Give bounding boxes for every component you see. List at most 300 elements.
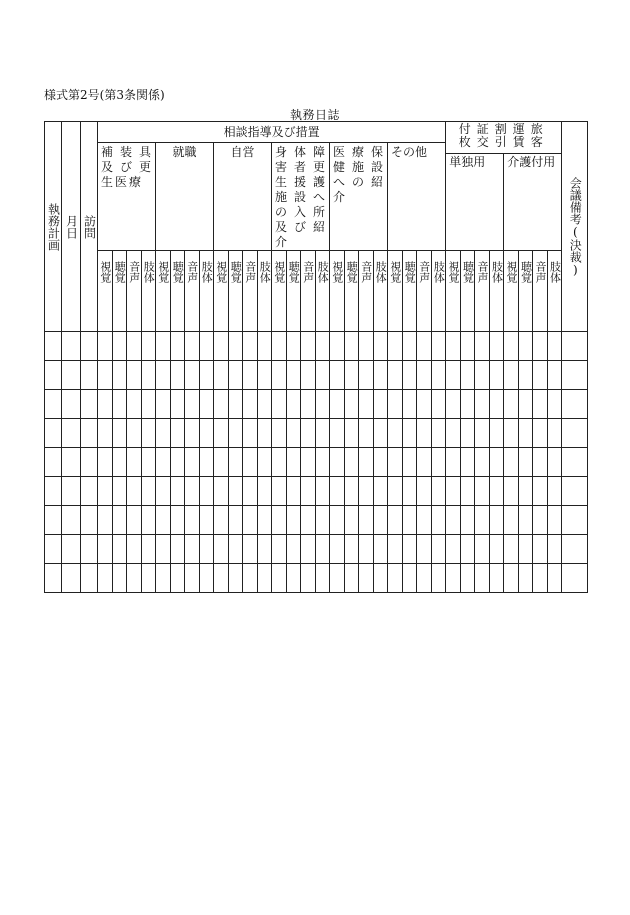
log-cell[interactable] [156, 419, 171, 448]
log-cell[interactable] [243, 564, 258, 593]
log-cell[interactable] [417, 390, 432, 419]
log-cell[interactable] [257, 332, 272, 361]
log-cell[interactable] [489, 390, 504, 419]
log-cell[interactable] [243, 448, 258, 477]
log-cell[interactable] [45, 477, 62, 506]
log-cell[interactable] [81, 448, 98, 477]
log-cell[interactable] [504, 506, 519, 535]
log-cell[interactable] [272, 390, 287, 419]
log-cell[interactable] [228, 506, 243, 535]
log-cell[interactable] [446, 419, 461, 448]
log-cell[interactable] [257, 477, 272, 506]
log-cell[interactable] [127, 506, 142, 535]
log-cell[interactable] [359, 419, 374, 448]
log-cell[interactable] [504, 535, 519, 564]
log-cell[interactable] [98, 506, 113, 535]
log-cell[interactable] [214, 419, 229, 448]
log-cell[interactable] [533, 390, 548, 419]
log-cell[interactable] [504, 448, 519, 477]
log-cell[interactable] [301, 477, 316, 506]
log-cell[interactable] [45, 361, 62, 390]
log-cell[interactable] [301, 390, 316, 419]
log-cell[interactable] [112, 332, 127, 361]
log-cell[interactable] [62, 419, 81, 448]
log-cell[interactable] [170, 535, 185, 564]
log-cell[interactable] [228, 535, 243, 564]
log-cell[interactable] [315, 448, 330, 477]
log-cell[interactable] [112, 361, 127, 390]
log-cell[interactable] [460, 506, 475, 535]
log-cell[interactable] [228, 477, 243, 506]
log-cell[interactable] [446, 448, 461, 477]
log-cell[interactable] [359, 477, 374, 506]
log-cell[interactable] [81, 535, 98, 564]
log-cell[interactable] [402, 361, 417, 390]
log-cell[interactable] [344, 477, 359, 506]
log-cell[interactable] [344, 506, 359, 535]
log-cell[interactable] [170, 419, 185, 448]
log-cell[interactable] [475, 535, 490, 564]
log-cell[interactable] [127, 332, 142, 361]
log-cell[interactable] [45, 535, 62, 564]
log-cell[interactable] [127, 390, 142, 419]
log-cell[interactable] [431, 390, 446, 419]
log-cell[interactable] [199, 332, 214, 361]
log-cell[interactable] [344, 419, 359, 448]
log-cell[interactable] [359, 361, 374, 390]
log-cell[interactable] [45, 390, 62, 419]
log-cell[interactable] [141, 332, 156, 361]
log-cell[interactable] [359, 506, 374, 535]
log-cell[interactable] [562, 361, 588, 390]
log-cell[interactable] [214, 564, 229, 593]
log-cell[interactable] [562, 332, 588, 361]
log-cell[interactable] [214, 390, 229, 419]
log-cell[interactable] [518, 390, 533, 419]
log-cell[interactable] [257, 361, 272, 390]
log-cell[interactable] [286, 419, 301, 448]
log-cell[interactable] [475, 361, 490, 390]
log-cell[interactable] [45, 506, 62, 535]
log-cell[interactable] [156, 506, 171, 535]
log-cell[interactable] [62, 332, 81, 361]
log-cell[interactable] [141, 361, 156, 390]
log-cell[interactable] [199, 361, 214, 390]
log-cell[interactable] [127, 361, 142, 390]
log-cell[interactable] [272, 448, 287, 477]
log-cell[interactable] [243, 361, 258, 390]
log-cell[interactable] [344, 448, 359, 477]
log-cell[interactable] [417, 564, 432, 593]
log-cell[interactable] [489, 535, 504, 564]
log-cell[interactable] [489, 477, 504, 506]
log-cell[interactable] [228, 390, 243, 419]
log-cell[interactable] [286, 448, 301, 477]
log-cell[interactable] [272, 535, 287, 564]
log-cell[interactable] [344, 361, 359, 390]
log-cell[interactable] [417, 419, 432, 448]
log-cell[interactable] [504, 477, 519, 506]
log-cell[interactable] [489, 361, 504, 390]
log-cell[interactable] [547, 535, 562, 564]
log-cell[interactable] [475, 477, 490, 506]
log-cell[interactable] [81, 390, 98, 419]
log-cell[interactable] [359, 390, 374, 419]
log-cell[interactable] [228, 361, 243, 390]
log-cell[interactable] [228, 419, 243, 448]
log-cell[interactable] [518, 419, 533, 448]
log-cell[interactable] [127, 477, 142, 506]
log-cell[interactable] [402, 419, 417, 448]
log-cell[interactable] [81, 332, 98, 361]
log-cell[interactable] [315, 564, 330, 593]
log-cell[interactable] [286, 535, 301, 564]
log-cell[interactable] [518, 535, 533, 564]
log-cell[interactable] [112, 448, 127, 477]
log-cell[interactable] [315, 535, 330, 564]
log-cell[interactable] [301, 419, 316, 448]
log-cell[interactable] [417, 477, 432, 506]
log-cell[interactable] [547, 448, 562, 477]
log-cell[interactable] [98, 361, 113, 390]
log-cell[interactable] [402, 535, 417, 564]
log-cell[interactable] [214, 361, 229, 390]
log-cell[interactable] [141, 564, 156, 593]
log-cell[interactable] [199, 448, 214, 477]
log-cell[interactable] [272, 477, 287, 506]
log-cell[interactable] [62, 361, 81, 390]
log-cell[interactable] [344, 390, 359, 419]
log-cell[interactable] [315, 477, 330, 506]
log-cell[interactable] [388, 506, 403, 535]
log-cell[interactable] [460, 332, 475, 361]
log-cell[interactable] [81, 419, 98, 448]
log-cell[interactable] [98, 535, 113, 564]
log-cell[interactable] [112, 390, 127, 419]
log-cell[interactable] [301, 361, 316, 390]
log-cell[interactable] [402, 477, 417, 506]
log-cell[interactable] [156, 535, 171, 564]
log-cell[interactable] [185, 361, 200, 390]
log-cell[interactable] [460, 477, 475, 506]
log-cell[interactable] [257, 506, 272, 535]
log-cell[interactable] [286, 477, 301, 506]
log-cell[interactable] [141, 419, 156, 448]
log-cell[interactable] [504, 332, 519, 361]
log-cell[interactable] [518, 332, 533, 361]
log-cell[interactable] [562, 564, 588, 593]
log-cell[interactable] [330, 361, 345, 390]
log-cell[interactable] [185, 448, 200, 477]
log-cell[interactable] [489, 506, 504, 535]
log-cell[interactable] [62, 564, 81, 593]
log-cell[interactable] [45, 332, 62, 361]
log-cell[interactable] [127, 448, 142, 477]
log-cell[interactable] [330, 564, 345, 593]
log-cell[interactable] [533, 564, 548, 593]
log-cell[interactable] [315, 506, 330, 535]
log-cell[interactable] [446, 361, 461, 390]
log-cell[interactable] [98, 390, 113, 419]
log-cell[interactable] [402, 564, 417, 593]
log-cell[interactable] [359, 448, 374, 477]
log-cell[interactable] [388, 390, 403, 419]
log-cell[interactable] [504, 390, 519, 419]
log-cell[interactable] [533, 361, 548, 390]
log-cell[interactable] [301, 506, 316, 535]
log-cell[interactable] [214, 332, 229, 361]
log-cell[interactable] [112, 564, 127, 593]
log-cell[interactable] [199, 506, 214, 535]
log-cell[interactable] [446, 506, 461, 535]
log-cell[interactable] [417, 332, 432, 361]
log-cell[interactable] [170, 564, 185, 593]
log-cell[interactable] [228, 332, 243, 361]
log-cell[interactable] [185, 564, 200, 593]
log-cell[interactable] [98, 419, 113, 448]
log-cell[interactable] [547, 506, 562, 535]
log-cell[interactable] [547, 564, 562, 593]
log-cell[interactable] [156, 477, 171, 506]
log-cell[interactable] [562, 448, 588, 477]
log-cell[interactable] [388, 564, 403, 593]
log-cell[interactable] [170, 448, 185, 477]
log-cell[interactable] [315, 332, 330, 361]
log-cell[interactable] [547, 361, 562, 390]
log-cell[interactable] [518, 564, 533, 593]
log-cell[interactable] [286, 361, 301, 390]
log-cell[interactable] [359, 564, 374, 593]
log-cell[interactable] [81, 506, 98, 535]
log-cell[interactable] [475, 506, 490, 535]
log-cell[interactable] [533, 506, 548, 535]
log-cell[interactable] [112, 506, 127, 535]
log-cell[interactable] [272, 506, 287, 535]
log-cell[interactable] [518, 448, 533, 477]
log-cell[interactable] [533, 419, 548, 448]
log-cell[interactable] [185, 477, 200, 506]
log-cell[interactable] [373, 506, 388, 535]
log-cell[interactable] [562, 419, 588, 448]
log-cell[interactable] [272, 361, 287, 390]
log-cell[interactable] [533, 448, 548, 477]
log-cell[interactable] [489, 332, 504, 361]
log-cell[interactable] [243, 419, 258, 448]
log-cell[interactable] [330, 390, 345, 419]
log-cell[interactable] [62, 535, 81, 564]
log-cell[interactable] [402, 390, 417, 419]
log-cell[interactable] [388, 361, 403, 390]
log-cell[interactable] [330, 332, 345, 361]
log-cell[interactable] [272, 419, 287, 448]
log-cell[interactable] [402, 332, 417, 361]
log-cell[interactable] [373, 390, 388, 419]
log-cell[interactable] [156, 564, 171, 593]
log-cell[interactable] [344, 564, 359, 593]
log-cell[interactable] [344, 535, 359, 564]
log-cell[interactable] [127, 564, 142, 593]
log-cell[interactable] [301, 535, 316, 564]
log-cell[interactable] [562, 506, 588, 535]
log-cell[interactable] [417, 506, 432, 535]
log-cell[interactable] [518, 506, 533, 535]
log-cell[interactable] [446, 564, 461, 593]
log-cell[interactable] [185, 419, 200, 448]
log-cell[interactable] [431, 535, 446, 564]
log-cell[interactable] [257, 535, 272, 564]
log-cell[interactable] [243, 390, 258, 419]
log-cell[interactable] [330, 477, 345, 506]
log-cell[interactable] [446, 477, 461, 506]
log-cell[interactable] [170, 361, 185, 390]
log-cell[interactable] [45, 564, 62, 593]
log-cell[interactable] [98, 448, 113, 477]
log-cell[interactable] [460, 448, 475, 477]
log-cell[interactable] [460, 361, 475, 390]
log-cell[interactable] [504, 361, 519, 390]
log-cell[interactable] [446, 535, 461, 564]
log-cell[interactable] [475, 564, 490, 593]
log-cell[interactable] [562, 390, 588, 419]
log-cell[interactable] [489, 448, 504, 477]
log-cell[interactable] [431, 506, 446, 535]
log-cell[interactable] [81, 361, 98, 390]
log-cell[interactable] [199, 419, 214, 448]
log-cell[interactable] [388, 448, 403, 477]
log-cell[interactable] [286, 390, 301, 419]
log-cell[interactable] [214, 535, 229, 564]
log-cell[interactable] [170, 390, 185, 419]
log-cell[interactable] [431, 564, 446, 593]
log-cell[interactable] [185, 506, 200, 535]
log-cell[interactable] [388, 332, 403, 361]
log-cell[interactable] [257, 448, 272, 477]
log-cell[interactable] [228, 564, 243, 593]
log-cell[interactable] [460, 564, 475, 593]
log-cell[interactable] [45, 419, 62, 448]
log-cell[interactable] [315, 419, 330, 448]
log-cell[interactable] [489, 564, 504, 593]
log-cell[interactable] [214, 448, 229, 477]
log-cell[interactable] [518, 477, 533, 506]
log-cell[interactable] [388, 535, 403, 564]
log-cell[interactable] [402, 506, 417, 535]
log-cell[interactable] [98, 332, 113, 361]
log-cell[interactable] [344, 332, 359, 361]
log-cell[interactable] [388, 477, 403, 506]
log-cell[interactable] [547, 477, 562, 506]
log-cell[interactable] [460, 390, 475, 419]
log-cell[interactable] [156, 332, 171, 361]
log-cell[interactable] [141, 506, 156, 535]
log-cell[interactable] [228, 448, 243, 477]
log-cell[interactable] [359, 535, 374, 564]
log-cell[interactable] [243, 332, 258, 361]
log-cell[interactable] [446, 390, 461, 419]
log-cell[interactable] [185, 332, 200, 361]
log-cell[interactable] [127, 535, 142, 564]
log-cell[interactable] [533, 332, 548, 361]
log-cell[interactable] [431, 332, 446, 361]
log-cell[interactable] [460, 419, 475, 448]
log-cell[interactable] [112, 535, 127, 564]
log-cell[interactable] [315, 390, 330, 419]
log-cell[interactable] [214, 506, 229, 535]
log-cell[interactable] [286, 564, 301, 593]
log-cell[interactable] [98, 564, 113, 593]
log-cell[interactable] [62, 448, 81, 477]
log-cell[interactable] [562, 535, 588, 564]
log-cell[interactable] [489, 419, 504, 448]
log-cell[interactable] [62, 390, 81, 419]
log-cell[interactable] [330, 535, 345, 564]
log-cell[interactable] [112, 419, 127, 448]
log-cell[interactable] [257, 564, 272, 593]
log-cell[interactable] [431, 419, 446, 448]
log-cell[interactable] [199, 564, 214, 593]
log-cell[interactable] [475, 390, 490, 419]
log-cell[interactable] [257, 390, 272, 419]
log-cell[interactable] [243, 506, 258, 535]
log-cell[interactable] [81, 477, 98, 506]
log-cell[interactable] [402, 448, 417, 477]
log-cell[interactable] [141, 390, 156, 419]
log-cell[interactable] [156, 390, 171, 419]
log-cell[interactable] [286, 332, 301, 361]
log-cell[interactable] [475, 332, 490, 361]
log-cell[interactable] [373, 448, 388, 477]
log-cell[interactable] [373, 332, 388, 361]
log-cell[interactable] [373, 535, 388, 564]
log-cell[interactable] [62, 477, 81, 506]
log-cell[interactable] [431, 361, 446, 390]
log-cell[interactable] [272, 332, 287, 361]
log-cell[interactable] [301, 448, 316, 477]
log-cell[interactable] [170, 477, 185, 506]
log-cell[interactable] [388, 419, 403, 448]
log-cell[interactable] [373, 477, 388, 506]
log-cell[interactable] [518, 361, 533, 390]
log-cell[interactable] [417, 535, 432, 564]
log-cell[interactable] [315, 361, 330, 390]
log-cell[interactable] [533, 535, 548, 564]
log-cell[interactable] [141, 448, 156, 477]
log-cell[interactable] [199, 535, 214, 564]
log-cell[interactable] [446, 332, 461, 361]
log-cell[interactable] [185, 390, 200, 419]
log-cell[interactable] [199, 390, 214, 419]
log-cell[interactable] [81, 564, 98, 593]
log-cell[interactable] [373, 419, 388, 448]
log-cell[interactable] [243, 477, 258, 506]
log-cell[interactable] [373, 361, 388, 390]
log-cell[interactable] [272, 564, 287, 593]
log-cell[interactable] [475, 419, 490, 448]
log-cell[interactable] [547, 332, 562, 361]
log-cell[interactable] [45, 448, 62, 477]
log-cell[interactable] [170, 332, 185, 361]
log-cell[interactable] [301, 564, 316, 593]
log-cell[interactable] [301, 332, 316, 361]
log-cell[interactable] [62, 506, 81, 535]
log-cell[interactable] [359, 332, 374, 361]
log-cell[interactable] [330, 419, 345, 448]
log-cell[interactable] [330, 506, 345, 535]
log-cell[interactable] [547, 419, 562, 448]
log-cell[interactable] [170, 506, 185, 535]
log-cell[interactable] [562, 477, 588, 506]
log-cell[interactable] [112, 477, 127, 506]
